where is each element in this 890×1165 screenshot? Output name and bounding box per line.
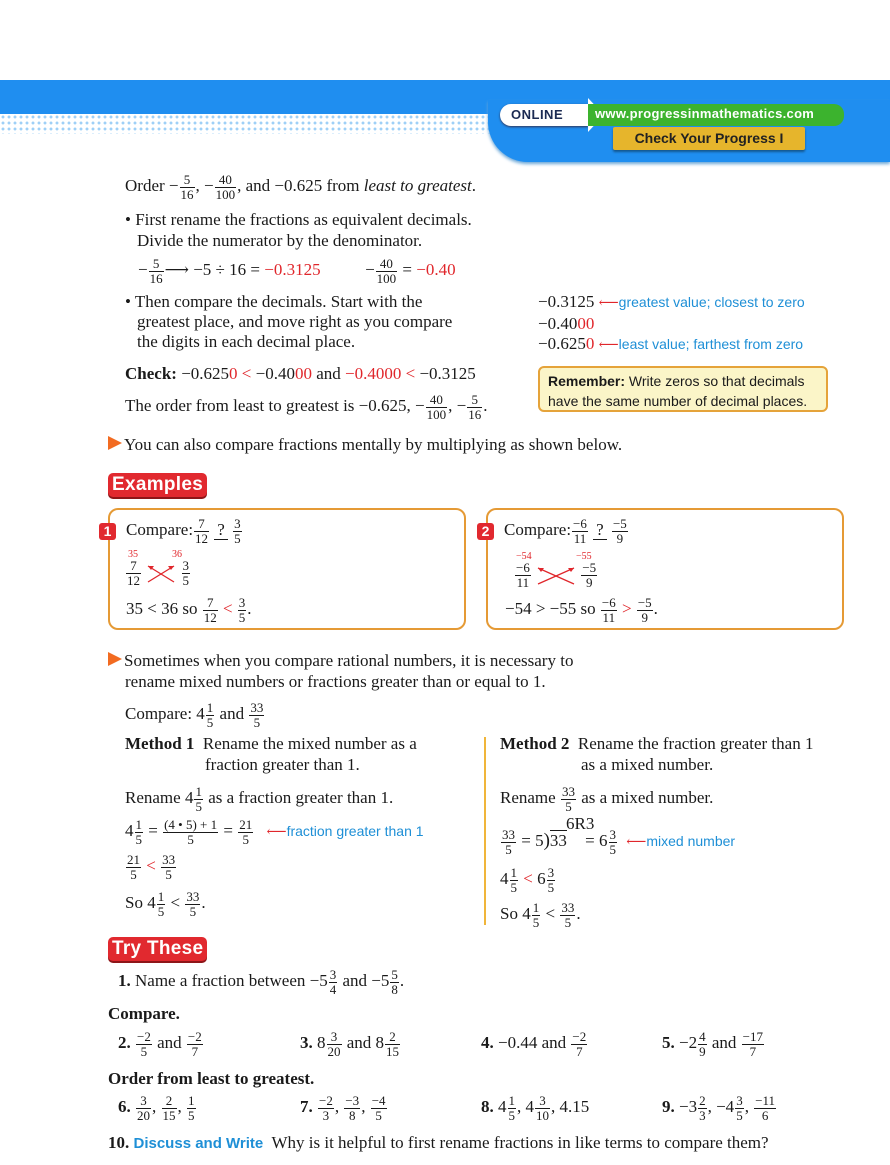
- bullet2-line3: the digits in each decimal place.: [137, 332, 356, 351]
- fraction: $\frac{-4}{5}$: [371, 1093, 386, 1123]
- check-progress-button[interactable]: [613, 127, 805, 150]
- fraction: $\frac{3}{5}$: [736, 1093, 743, 1123]
- fraction: $\frac{-5}{9}$: [612, 516, 627, 546]
- method2-heading: Method 2 Rename the fraction greater than 1: [500, 734, 814, 753]
- method2-desc2: as a mixed number.: [581, 755, 714, 774]
- method2-compare: 4 $\frac{1}{5}$ < 6 $\frac{3}{5}$: [500, 865, 555, 895]
- method2-division: $\frac{33}{5}$ = 5)33 = 6 $\frac{3}{5}$ ⟵mixed number: [502, 827, 736, 857]
- fraction: $\frac{-5}{9}$: [582, 560, 597, 590]
- exercise-2: 2. $\frac{-2}{5}$ and $\frac{-2}{7}$: [118, 1029, 202, 1059]
- fraction: $\frac{3}{4}$: [329, 967, 337, 997]
- fraction: $\frac{-6}{11}$: [573, 516, 587, 546]
- cross-product-left: −54: [516, 551, 532, 562]
- arrow-left-icon: ⟵: [266, 825, 287, 841]
- fraction: $\frac{3}{10}$: [536, 1093, 549, 1123]
- fraction: $\frac{40}{100}$: [426, 392, 447, 422]
- fraction: $\frac{-5}{9}$: [637, 595, 652, 625]
- fraction: $\frac{7}{12}$: [195, 516, 209, 546]
- arrow-left-icon: ⟵: [598, 296, 619, 311]
- fraction: $\frac{21}{5}$: [239, 817, 253, 847]
- examples-heading: Examples: [108, 473, 207, 497]
- fraction: $\frac{7}{12}$: [127, 558, 140, 588]
- decimal-list: [538, 292, 805, 356]
- arrow-left-icon: ⟵: [626, 835, 647, 851]
- fraction: $\frac{3}{20}$: [327, 1029, 341, 1059]
- fraction: $\frac{1}{5}$: [510, 865, 517, 895]
- fraction: $\frac{40}{100}$: [376, 256, 397, 286]
- bullet2-line2: greatest place, and move right as you compare: [137, 312, 453, 331]
- bullet1-line2: Divide the numerator by the denominator.: [137, 231, 423, 250]
- fraction: $\frac{2}{3}$: [699, 1093, 706, 1123]
- exercise-5: 5. −2 $\frac{4}{9}$ and $\frac{-17}{7}$: [662, 1029, 763, 1059]
- cross-multiply-diagram: [514, 561, 598, 589]
- method1-desc2: fraction greater than 1.: [205, 755, 360, 774]
- arrow-left-icon: ⟵: [598, 338, 619, 353]
- fraction: $\frac{-6}{11}$: [516, 560, 530, 590]
- method2-conclusion: So 4 $\frac{1}{5}$ < $\frac{33}{5}$ .: [500, 900, 581, 930]
- try-these-heading: Try These: [108, 937, 207, 961]
- triangle-bullet-icon: [108, 436, 122, 450]
- remember-label: Remember:: [548, 373, 626, 389]
- fraction: $\frac{-2}{7}$: [572, 1029, 587, 1059]
- fraction: $\frac{1}{5}$: [188, 1093, 195, 1123]
- method1-conclusion: So 4 $\frac{1}{5}$ < $\frac{33}{5}$ .: [125, 889, 206, 919]
- calc-line: − $\frac{5}{16}$ ⟶ −5 ÷ 16 = −0.3125 − $\frac{40}{100}$ = −0.40: [138, 256, 456, 286]
- mental-tip: [108, 435, 622, 455]
- fraction: $\frac{5}{16}$: [149, 256, 163, 286]
- example1-result: 35 < 36 so $\frac{7}{12}$ < $\frac{3}{5}$ .: [126, 595, 252, 625]
- fraction: $\frac{1}{5}$: [157, 889, 165, 919]
- bullet1-line1: • First rename the fractions as equivalent decimals.: [125, 210, 472, 229]
- order-prefix: Order: [125, 176, 165, 196]
- example1-compare: Compare: $\frac{7}{12}$ ? $\frac{3}{5}$: [126, 516, 241, 546]
- fraction: $\frac{2}{15}$: [162, 1093, 176, 1123]
- order-italic: least to greatest: [363, 176, 472, 196]
- mixed-tip-line2: rename mixed numbers or fractions greater than or equal to 1.: [125, 672, 546, 691]
- bullet2-line1: • Then compare the decimals. Start with the: [125, 292, 423, 311]
- cross-product-right: −55: [576, 551, 592, 562]
- compare-heading: Compare.: [108, 1004, 180, 1023]
- fraction: $\frac{3}{5}$: [238, 595, 246, 625]
- decimal-row: −0.3125 ⟵greatest value; closest to zero: [538, 292, 805, 311]
- calc2-result: −0.40: [416, 260, 456, 280]
- fraction: $\frac{40}{100}$: [215, 172, 236, 202]
- method2-note: mixed number: [646, 833, 736, 850]
- fraction: $\frac{3}{5}$: [234, 516, 241, 546]
- fraction: $\frac{3}{5}$: [609, 827, 617, 857]
- check-progress-label: Check Your Progress I: [634, 130, 784, 146]
- fraction: $\frac{(4 • 5) + 1}{5}$: [164, 817, 218, 847]
- exercise-8: 8. 4 $\frac{1}{5}$ , 4 $\frac{3}{10}$ , 4.15: [481, 1093, 590, 1123]
- cross-product-right: 36: [172, 549, 182, 560]
- method1-note: fraction greater than 1: [286, 823, 424, 840]
- order-heading: Order from least to greatest.: [108, 1069, 315, 1088]
- check-line: Check: −0.6250 < −0.4000 and −0.4000 < −0.3125: [125, 364, 476, 383]
- fraction: $\frac{5}{16}$: [180, 172, 194, 202]
- fraction: $\frac{1}{5}$: [206, 700, 214, 730]
- fraction: $\frac{1}{5}$: [532, 900, 540, 930]
- method2-rename: Rename $\frac{33}{5}$ as a mixed number.: [500, 784, 714, 814]
- banner-dots: [0, 114, 500, 134]
- fraction: $\frac{3}{5}$: [182, 558, 189, 588]
- online-label: ONLINE: [511, 107, 564, 122]
- exercise-3: 3. 8 $\frac{3}{20}$ and 8 $\frac{2}{15}$: [300, 1029, 400, 1059]
- compare-mixed: Compare: 4 $\frac{1}{5}$ and $\frac{33}{5}$: [125, 700, 264, 730]
- order-problem: Order − $\frac{5}{16}$ , − $\frac{40}{100}$ , and −0.625 from least to greatest.: [125, 172, 476, 202]
- exercise-7: 7. $\frac{-2}{3}$ , $\frac{-3}{8}$ , $\frac{-4}{5}$: [300, 1093, 386, 1123]
- method1-compare: $\frac{21}{5}$ < $\frac{33}{5}$: [127, 852, 176, 882]
- arrow-right-icon: ⟶: [164, 260, 189, 280]
- order-result: The order from least to greatest is −0.625, − $\frac{40}{100}$ , − $\frac{5}{16}$ .: [125, 392, 488, 422]
- fraction: $\frac{3}{5}$: [547, 865, 555, 895]
- fraction: $\frac{33}{5}$: [186, 889, 200, 919]
- fraction: $\frac{1}{5}$: [195, 784, 202, 814]
- exercise-1: 1. Name a fraction between −5 $\frac{3}{4}$ and −5 $\frac{5}{8}$ .: [118, 967, 405, 997]
- decimal-row: −0.6250 ⟵least value; farthest from zero: [538, 334, 804, 353]
- dividend: 33: [549, 831, 567, 851]
- fraction: $\frac{-2}{3}$: [319, 1093, 333, 1123]
- fraction: $\frac{-17}{7}$: [742, 1029, 763, 1059]
- method-divider: [484, 737, 486, 925]
- example2-compare: Compare: $\frac{-6}{11}$ ? $\frac{-5}{9}$: [504, 516, 627, 546]
- calc1-text: −5 ÷ 16 =: [193, 260, 260, 280]
- exercise-10: 10. Discuss and Write Why is it helpful to first rename fractions in like terms to compare them?: [108, 1133, 769, 1152]
- fraction: $\frac{1}{5}$: [508, 1093, 515, 1123]
- exercise-9: 9. −3 $\frac{2}{3}$ , −4 $\frac{3}{5}$ , $\frac{-11}{6}$: [662, 1093, 776, 1123]
- fraction: $\frac{21}{5}$: [127, 852, 140, 882]
- url-text[interactable]: www.progressinmathematics.com: [595, 106, 815, 121]
- fraction: $\frac{-3}{8}$: [345, 1093, 360, 1123]
- fraction: $\frac{2}{15}$: [386, 1029, 400, 1059]
- method1-rename: Rename 4 $\frac{1}{5}$ as a fraction greater than 1.: [125, 784, 394, 814]
- decimal-row: −0.4000: [538, 314, 595, 333]
- fraction: $\frac{5}{8}$: [391, 967, 398, 997]
- fraction: $\frac{-6}{11}$: [601, 595, 616, 625]
- cross-arrows-icon: [536, 562, 576, 588]
- calc1-result: −0.3125: [264, 260, 321, 280]
- fraction: $\frac{-2}{7}$: [187, 1029, 202, 1059]
- cross-multiply-diagram: [125, 559, 191, 587]
- order-mid: , and −0.625 from: [237, 176, 360, 196]
- mixed-tip-line1: Sometimes when you compare rational numbers, it is necessary to: [124, 651, 574, 670]
- fraction: $\frac{33}{5}$: [561, 900, 575, 930]
- fraction: $\frac{33}{5}$: [502, 827, 515, 857]
- fraction: $\frac{1}{5}$: [135, 817, 142, 847]
- cross-product-left: 35: [128, 549, 138, 560]
- fraction: $\frac{-11}{6}$: [755, 1093, 776, 1123]
- fraction: $\frac{7}{12}$: [203, 595, 217, 625]
- discuss-write-label: Discuss and Write: [133, 1135, 264, 1152]
- fraction: $\frac{33}{5}$: [561, 784, 575, 814]
- fraction: $\frac{3}{20}$: [137, 1093, 150, 1123]
- method1-heading: Method 1 Rename the mixed number as a: [125, 734, 417, 753]
- exercise-4: 4. −0.44 and $\frac{-2}{7}$: [481, 1029, 587, 1059]
- example-number-badge: 1: [99, 523, 116, 540]
- method1-expression: 4 $\frac{1}{5}$ = $\frac{(4 • 5) + 1}{5}$ = $\frac{21}{5}$ ⟵fraction greater than 1: [125, 817, 424, 847]
- mixed-tip: [108, 651, 573, 671]
- division-quotient: 6R3: [566, 814, 595, 833]
- fraction: $\frac{5}{16}$: [468, 392, 482, 422]
- remember-box: [538, 366, 828, 412]
- check-label: Check:: [125, 364, 177, 383]
- fraction: $\frac{4}{9}$: [699, 1029, 706, 1059]
- cross-arrows-icon: [146, 560, 176, 586]
- fraction: $\frac{33}{5}$: [162, 852, 176, 882]
- example2-result: −54 > −55 so $\frac{-6}{11}$ > $\frac{-5}{9}$ .: [505, 595, 658, 625]
- remember-text: Write zeros so that decimals have the same number of decimal places.: [548, 373, 808, 409]
- triangle-bullet-icon: [108, 652, 122, 666]
- fraction: $\frac{33}{5}$: [250, 700, 264, 730]
- mental-tip-text: You can also compare fractions mentally by multiplying as shown below.: [124, 435, 623, 454]
- exercise-6: 6. $\frac{3}{20}$ , $\frac{2}{15}$ , $\frac{1}{5}$: [118, 1093, 195, 1123]
- example-number-badge: 2: [477, 523, 494, 540]
- fraction: $\frac{-2}{5}$: [137, 1029, 151, 1059]
